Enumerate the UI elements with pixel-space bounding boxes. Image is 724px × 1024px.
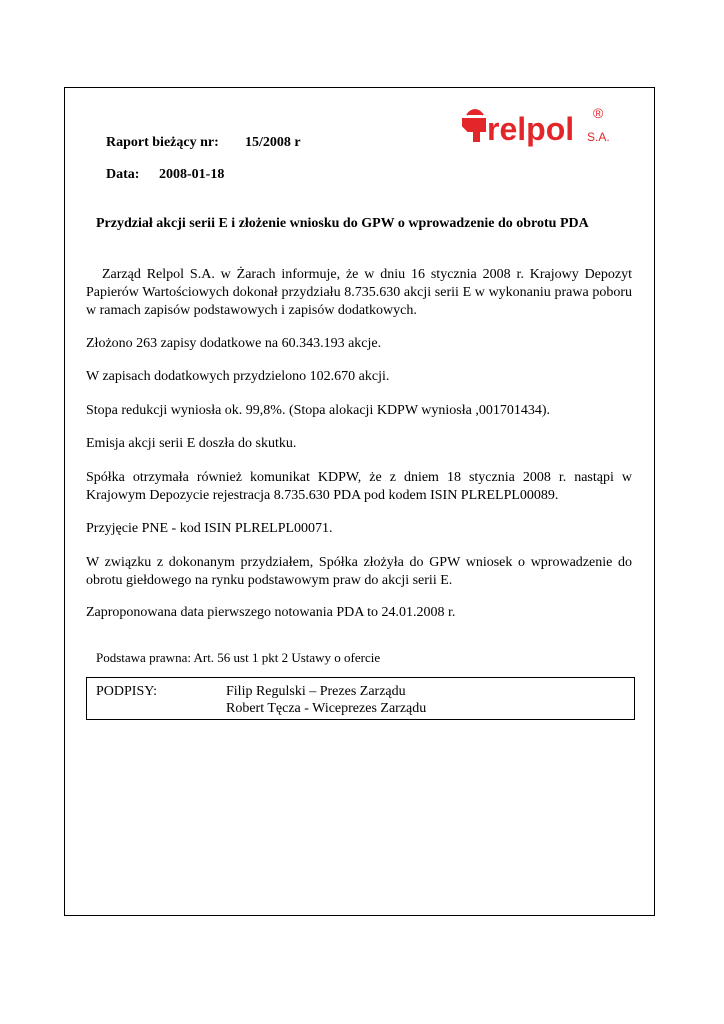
logo-registered-mark: ® [593, 105, 604, 121]
signatures-box [86, 677, 635, 720]
paragraph-4: Stopa redukcji wyniosła ok. 99,8%. (Stopa alokacji KDPW wyniosła ,001701434). [86, 403, 551, 418]
report-title: Przydział akcji serii E i złożenie wniosku do GPW o wprowadzenie do obrotu PDA [96, 216, 589, 231]
paragraph-3: W zapisach dodatkowych przydzielono 102.670 akcji. [86, 369, 390, 384]
paragraph-6: Spółka otrzymała również komunikat KDPW, że z dniem 18 stycznia 2008 r. nastąpi w Krajowym Depozycie rejestracja 8.735.630 PDA pod kodem ISIN PLRELPL00089. [86, 470, 632, 503]
report-label: Raport bieżący nr: [106, 135, 219, 150]
report-number: 15/2008 r [245, 135, 301, 150]
logo-suffix: S.A. [587, 130, 610, 144]
signature-name: Filip Regulski – Prezes Zarządu [226, 684, 406, 699]
paragraph-5: Emisja akcji serii E doszła do skutku. [86, 436, 297, 451]
date-value: 2008-01-18 [159, 167, 225, 182]
paragraph-2: Złożono 263 zapisy dodatkowe na 60.343.193 akcje. [86, 336, 382, 351]
logo-brand: relpol [487, 111, 575, 147]
report-number-line [106, 135, 301, 151]
legal-basis: Podstawa prawna: Art. 56 ust 1 pkt 2 Ustawy o ofercie [96, 650, 381, 665]
date-line [106, 167, 225, 183]
relpol-logo [461, 103, 613, 147]
paragraph-1: Zarząd Relpol S.A. w Żarach informuje, że w dniu 16 stycznia 2008 r. Krajowy Depozyt Papierów Wartościowych dokonał przydziału 8.735.630 akcji serii E w wykonaniu prawa poboru w ramach zapisów podstawowych i zapisów dodatkowych. [86, 267, 632, 318]
date-label: Data: [106, 167, 140, 182]
relay-icon [463, 110, 485, 141]
paragraph-8: W związku z dokonanym przydziałem, Spółka złożyła do GPW wniosek o wprowadzenie do obrotu giełdowego na rynku podstawowym praw do akcji serii E. [86, 555, 632, 588]
paragraph-9: Zaproponowana data pierwszego notowania PDA to 24.01.2008 r. [86, 605, 456, 620]
signatures-label: PODPISY: [96, 684, 157, 699]
signature-name: Robert Tęcza - Wiceprezes Zarządu [226, 701, 427, 716]
paragraph-7: Przyjęcie PNE - kod ISIN PLRELPL00071. [86, 521, 333, 536]
